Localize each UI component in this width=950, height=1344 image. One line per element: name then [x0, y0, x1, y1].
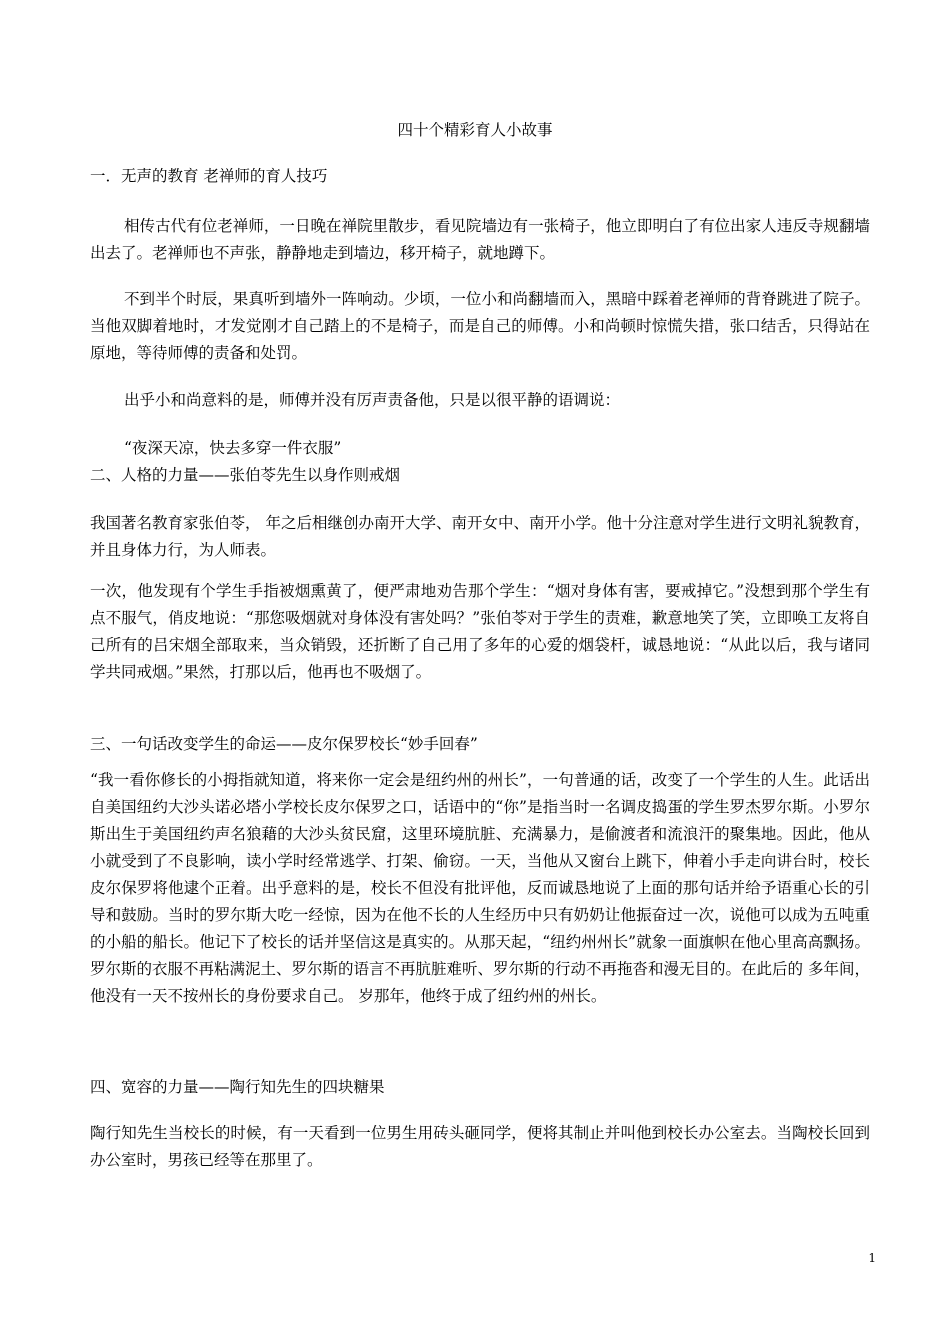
section-heading: 三、一句话改变学生的命运——皮尔保罗校长“妙手回春” [90, 735, 478, 753]
paragraph: 陶行知先生当校长的时候，有一天看到一位男生用砖头砸同学，便将其制止并叫他到校长办公室去。当陶校长回到办公室时，男孩已经等在那里了。 [90, 1124, 870, 1169]
paragraph: “我一看你修长的小拇指就知道，将来你一定会是纽约州的州长”，一句普通的话，改变了一个学生的人生。此话出自美国纽约大沙头诺必塔小学校长皮尔保罗之口，话语中的“你”是指当时一名调皮捣蛋的学生罗杰罗尔斯。小罗尔斯出生于美国纽约声名狼藉的大沙头贫民窟，这里环境肮脏、充满暴力，是偷渡者和流浪汗的聚集地。因此，他从小就受到了不良影响，读小学时经常逃学、打架、偷窃。一天，当他从又窗台上跳下，伸着小手走向讲台时，校长皮尔保罗将他逮个正着。出乎意料的是，校长不但没有批评他，反而诚恳地说了上面的那句话并给予语重心长的引导和鼓励。当时的罗尔斯大吃一经惊，因为在他不长的人生经历中只有奶奶让他振奋过一次，说他可以成为五吨重的小船的船长。他记下了校长的话并坚信这是真实的。从那天起，“纽约州州长”就象一面旗帜在他心里高高飘扬。罗尔斯的衣服不再粘满泥土、罗尔斯的语言不再肮脏难听、罗尔斯的行动不再拖沓和漫无目的。在此后的 多年间，他没有一天不按州长的身份要求自己。 岁那年，他终于成了纽约州的州长。 [90, 771, 870, 1005]
section-heading: 四、宽容的力量——陶行知先生的四块糖果 [90, 1078, 385, 1096]
section-heading: 一．无声的教育 老禅师的育人技巧 [90, 167, 328, 185]
quote-paragraph: “夜深天凉，快去多穿一件衣服” [124, 439, 342, 457]
paragraph: 一次，他发现有个学生手指被烟熏黄了，便严肃地劝告那个学生：“烟对身体有害，要戒掉它。”没想到那个学生有点不服气，俏皮地说：“那您吸烟就对身体没有害处吗？”张伯苓对于学生的责难，歉意地笑了笑，立即唤工友将自己所有的吕宋烟全部取来，当众销毁，还折断了自己用了多年的心爱的烟袋杆，诚恳地说：“从此以后，我与诸同学共同戒烟。”果然，打那以后，他再也不吸烟了。 [90, 582, 870, 681]
document-title: 四十个精彩育人小故事 [397, 121, 553, 139]
paragraph: 出乎小和尚意料的是，师傅并没有厉声责备他，只是以很平静的语调说： [124, 391, 621, 409]
paragraph: 我国著名教育家张伯苓， 年之后相继创办南开大学、南开女中、南开小学。他十分注意对学生进行文明礼貌教育，并且身体力行，为人师表。 [90, 514, 870, 559]
section-heading: 二、人格的力量——张伯苓先生以身作则戒烟 [90, 466, 401, 484]
paragraph: 相传古代有位老禅师，一日晚在禅院里散步，看见院墙边有一张椅子，他立即明白了有位出家人违反寺规翻墙出去了。老禅师也不声张，静静地走到墙边，移开椅子，就地蹲下。 [90, 217, 870, 262]
page-number: 1 [868, 1251, 876, 1265]
paragraph: 不到半个时辰，果真听到墙外一阵响动。少顷，一位小和尚翻墙而入，黑暗中踩着老禅师的背脊跳进了院子。当他双脚着地时，才发觉刚才自己踏上的不是椅子，而是自己的师傅。小和尚顿时惊慌失措，张口结舌，只得站在原地，等待师傅的责备和处罚。 [90, 290, 870, 362]
